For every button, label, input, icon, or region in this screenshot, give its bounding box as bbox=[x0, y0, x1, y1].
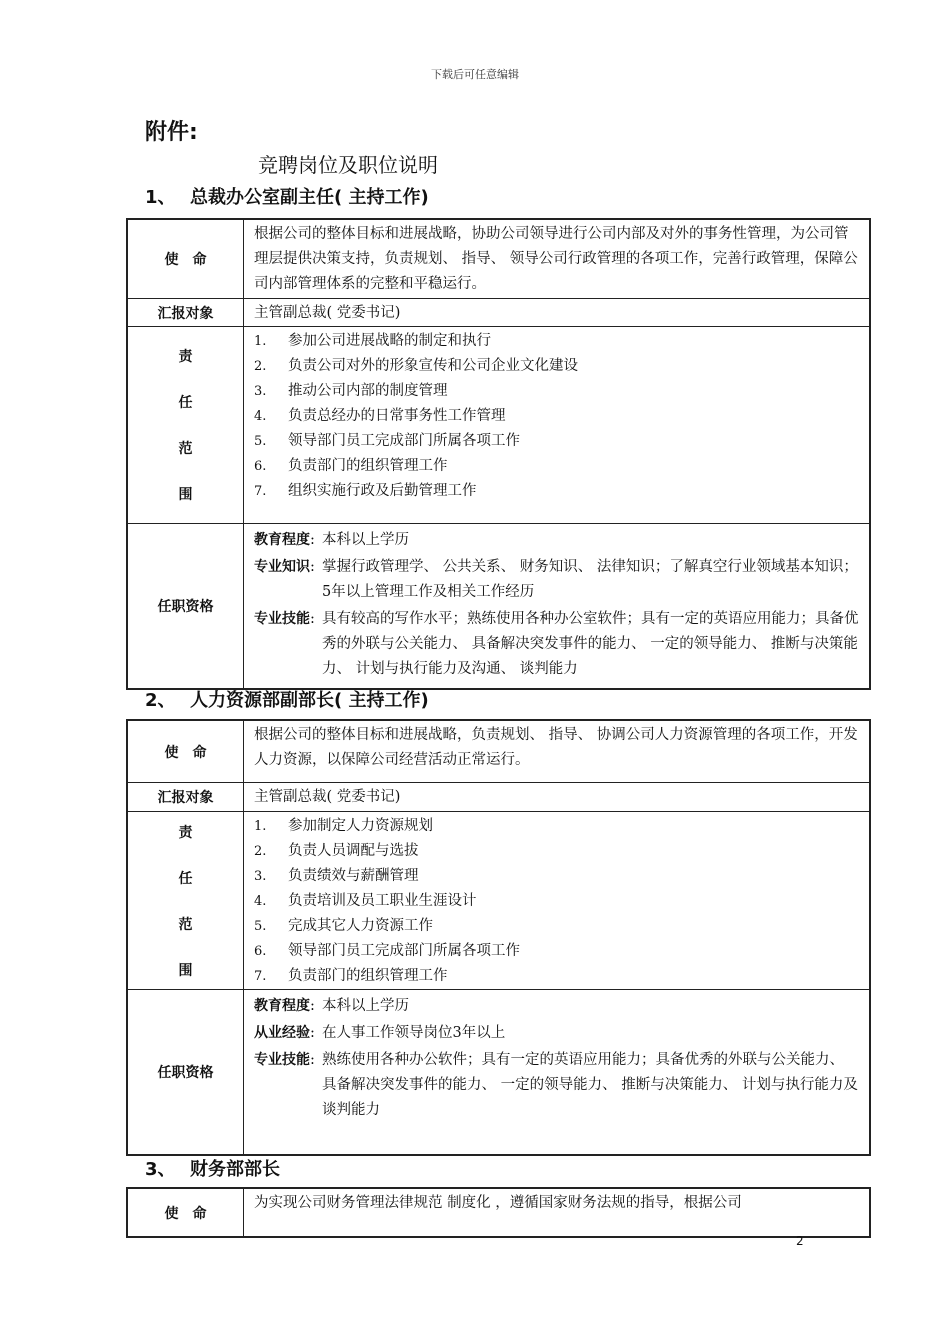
list-item bbox=[254, 404, 861, 429]
qualification-row bbox=[128, 990, 869, 1154]
report-label: 汇报对象 bbox=[128, 299, 244, 326]
item-number: 6. bbox=[254, 459, 267, 474]
qualification-key: 教育程度 bbox=[254, 532, 310, 548]
item-number: 1. bbox=[254, 334, 267, 349]
section-3-table bbox=[126, 1187, 871, 1238]
qualification-key: 从业经验 bbox=[254, 1025, 310, 1041]
qualification-key: 专业技能 bbox=[254, 611, 310, 627]
item-number: 2. bbox=[254, 359, 267, 374]
item-text: 负责人员调配与选拔 bbox=[288, 843, 419, 859]
list-item bbox=[254, 479, 861, 504]
qualification-item: 教育程度 : 本科以上学历 bbox=[254, 528, 861, 553]
qualification-key: 教育程度 bbox=[254, 998, 310, 1014]
doc-title: 竞聘岗位及职位说明 bbox=[258, 153, 438, 177]
qualification-label: 任职资格 bbox=[128, 524, 244, 688]
item-text: 负责培训及员工职业生涯设计 bbox=[288, 893, 477, 909]
mission-text: 为实现公司财务管理法律规范 制度化 ，遵循国家财务法规的指导，根据公司 bbox=[254, 1195, 742, 1211]
section-2-table bbox=[126, 719, 871, 1156]
mission-row bbox=[128, 721, 869, 783]
qualification-value: 掌握行政管理学、 公共关系、 财务知识、 法律知识；了解真空行业领域基本知识；5年以上管理工作及相关工作经历 bbox=[322, 559, 858, 600]
list-item bbox=[254, 889, 861, 914]
item-text: 组织实施行政及后勤管理工作 bbox=[288, 483, 477, 499]
qualification-value: 具有较高的写作水平；熟练使用各种办公室软件；具有一定的英语应用能力；具备优秀的外联与公关能力、 具备解决突发事件的能力、 一定的领导能力、 推断与决策能力、 计划与执行能力及沟通、 谈判能力 bbox=[322, 611, 859, 677]
qualification-row bbox=[128, 524, 869, 688]
item-text: 参加制定人力资源规划 bbox=[288, 818, 433, 834]
item-number: 3. bbox=[254, 384, 267, 399]
qualification-key: 专业知识 bbox=[254, 559, 310, 575]
scope-label bbox=[128, 812, 244, 989]
mission-label: 使 命 bbox=[128, 721, 244, 782]
list-item bbox=[254, 939, 861, 964]
item-text: 负责总经办的日常事务性工作管理 bbox=[288, 408, 506, 424]
section-2-heading bbox=[145, 686, 429, 712]
header-note: 下载后可任意编辑 bbox=[431, 68, 519, 81]
scope-char: 责 bbox=[178, 824, 193, 841]
page-number: 2 bbox=[796, 1234, 804, 1248]
item-text: 负责部门的组织管理工作 bbox=[288, 458, 448, 474]
list-item bbox=[254, 379, 861, 404]
item-text: 参加公司进展战略的制定和执行 bbox=[288, 333, 491, 349]
scope-char: 范 bbox=[178, 916, 193, 933]
item-number: 7. bbox=[254, 484, 267, 499]
mission-text: 根据公司的整体目标和进展战略，负责规划、 指导、 协调公司人力资源管理的各项工作，开发人力资源，以保障公司经营活动正常运行。 bbox=[254, 727, 858, 768]
scope-char: 围 bbox=[178, 962, 193, 979]
item-text: 领导部门员工完成部门所属各项工作 bbox=[288, 433, 520, 449]
scope-row bbox=[128, 327, 869, 524]
qualification-label: 任职资格 bbox=[128, 990, 244, 1154]
item-number: 3. bbox=[254, 869, 267, 884]
item-number: 2. bbox=[254, 844, 267, 859]
item-text: 领导部门员工完成部门所属各项工作 bbox=[288, 943, 520, 959]
section-title: 人力资源部副部长( 主持工作) bbox=[190, 690, 429, 711]
mission-label: 使 命 bbox=[128, 1189, 244, 1236]
qualification-item: 专业技能 : 熟练使用各种办公软件；具有一定的英语应用能力；具备优秀的外联与公关能力、 具备解决突发事件的能力、 一定的领导能力、 推断与决策能力、 计划与执行能力及谈判能力 bbox=[254, 1048, 861, 1123]
list-item bbox=[254, 354, 861, 379]
scope-char: 围 bbox=[178, 487, 193, 503]
section-number: 2、 bbox=[145, 690, 176, 711]
list-item bbox=[254, 864, 861, 889]
duty-list bbox=[244, 812, 869, 989]
mission-row bbox=[128, 1189, 869, 1236]
item-text: 完成其它人力资源工作 bbox=[288, 918, 433, 934]
item-text: 负责部门的组织管理工作 bbox=[288, 968, 448, 984]
scope-char: 范 bbox=[178, 441, 193, 457]
item-number: 5. bbox=[254, 919, 267, 934]
item-number: 1. bbox=[254, 819, 267, 834]
mission-row bbox=[128, 220, 869, 299]
list-item bbox=[254, 814, 861, 839]
report-label: 汇报对象 bbox=[128, 783, 244, 811]
list-item bbox=[254, 454, 861, 479]
qualification-item: 专业知识 : 掌握行政管理学、 公共关系、 财务知识、 法律知识；了解真空行业领域基本知识；5年以上管理工作及相关工作经历 bbox=[254, 555, 861, 605]
qualification-list bbox=[244, 990, 869, 1154]
scope-char: 任 bbox=[178, 870, 193, 887]
section-title: 财务部部长 bbox=[190, 1159, 280, 1180]
report-row bbox=[128, 783, 869, 812]
section-3-heading bbox=[145, 1155, 280, 1181]
section-number: 3、 bbox=[145, 1159, 176, 1180]
qualification-value: 在人事工作领导岗位3年以上 bbox=[322, 1025, 506, 1041]
list-item bbox=[254, 839, 861, 864]
section-1-heading bbox=[145, 183, 429, 209]
report-text: 主管副总裁( 党委书记) bbox=[254, 789, 401, 805]
scope-char: 责 bbox=[178, 349, 193, 365]
item-number: 5. bbox=[254, 434, 267, 449]
section-number: 1、 bbox=[145, 187, 176, 208]
list-item bbox=[254, 914, 861, 939]
scope-char: 任 bbox=[178, 395, 193, 411]
list-item bbox=[254, 964, 861, 989]
qualification-value: 熟练使用各种办公软件；具有一定的英语应用能力；具备优秀的外联与公关能力、 具备解决突发事件的能力、 一定的领导能力、 推断与决策能力、 计划与执行能力及谈判能力 bbox=[322, 1052, 858, 1118]
qualification-item: 从业经验 : 在人事工作领导岗位3年以上 bbox=[254, 1021, 861, 1046]
qualification-item: 专业技能 : 具有较高的写作水平；熟练使用各种办公室软件；具有一定的英语应用能力；具备优秀的外联与公关能力、 具备解决突发事件的能力、 一定的领导能力、 推断与决策能力、 计划与执行能力及沟通、 谈判能力 bbox=[254, 607, 861, 682]
qualification-list bbox=[244, 524, 869, 688]
section-1-table bbox=[126, 218, 871, 690]
item-number: 4. bbox=[254, 409, 267, 424]
list-item bbox=[254, 429, 861, 454]
scope-label bbox=[128, 327, 244, 523]
qualification-value: 本科以上学历 bbox=[322, 998, 409, 1014]
scope-row bbox=[128, 812, 869, 990]
qualification-key: 专业技能 bbox=[254, 1052, 310, 1068]
item-number: 4. bbox=[254, 894, 267, 909]
item-number: 7. bbox=[254, 969, 267, 984]
attachment-label: 附件: bbox=[145, 120, 198, 145]
qualification-value: 本科以上学历 bbox=[322, 532, 409, 548]
section-title: 总裁办公室副主任( 主持工作) bbox=[190, 187, 429, 208]
mission-label: 使 命 bbox=[128, 220, 244, 298]
item-text: 负责公司对外的形象宣传和公司企业文化建设 bbox=[288, 358, 578, 374]
item-text: 推动公司内部的制度管理 bbox=[288, 383, 448, 399]
duty-list bbox=[244, 327, 869, 523]
report-text: 主管副总裁( 党委书记) bbox=[254, 305, 401, 321]
item-text: 负责绩效与薪酬管理 bbox=[288, 868, 419, 884]
qualification-item: 教育程度 : 本科以上学历 bbox=[254, 994, 861, 1019]
item-number: 6. bbox=[254, 944, 267, 959]
list-item bbox=[254, 329, 861, 354]
report-row bbox=[128, 299, 869, 327]
mission-text: 根据公司的整体目标和进展战略，协助公司领导进行公司内部及对外的事务性管理，为公司管理层提供决策支持，负责规划、 指导、 领导公司行政管理的各项工作，完善行政管理，保障公司内部管理体系的完整和平稳运行。 bbox=[254, 226, 858, 292]
